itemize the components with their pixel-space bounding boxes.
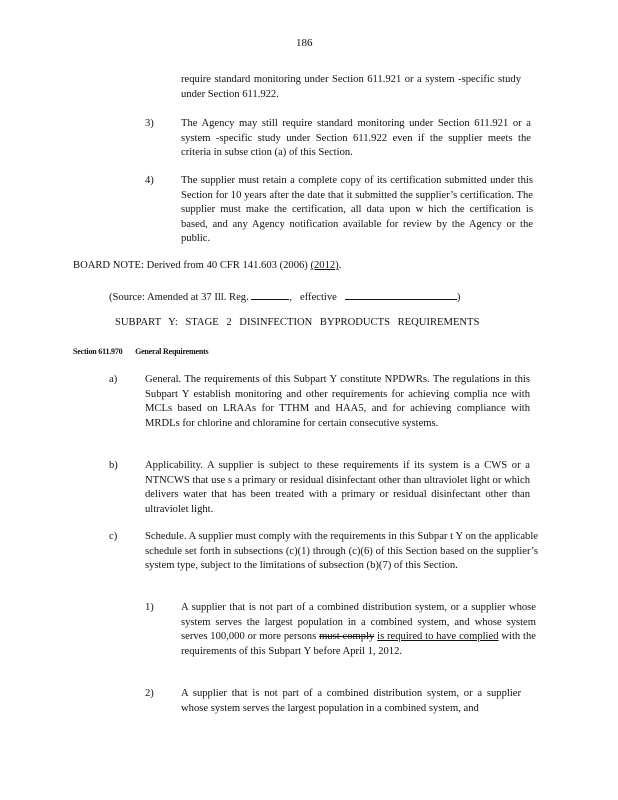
item-c-label: c) (109, 531, 118, 542)
source-effective: effective (300, 292, 337, 303)
item-4-text: The supplier must retain a complete copy of its certification submitted under this Section for 10 years after the date that it submitted the supplier’s certification. The supplier must make the certification, all data upon w hich the certification is based, and any Agency notification available for review by the Agency or the public. (181, 175, 533, 245)
continued-paragraph: require standard monitoring under Section 611.921 or a system -specific study under Section 611.922. (181, 74, 521, 100)
register-page-blank (251, 288, 289, 300)
section-heading (73, 345, 208, 360)
item-c2-text: A supplier that is not part of a combined distribution system, or a supplier whose system serves the largest population in a combined system, and (181, 688, 521, 714)
source-close: ) (456, 292, 461, 303)
board-note-added-year: (2012) (310, 260, 339, 271)
item-c2-number: 2) (145, 688, 154, 699)
item-3-number: 3) (145, 118, 154, 129)
item-a-text: General. The requirements of this Subpart Y constitute NPDWRs. The regulations in this Subpart Y establish monitoring and other requirements for achieving complia nce with MCLs based on LRAAs for TTHM and HAA5, and for achieving compliance with MRDLs for chlorine and chloramine for certain consecutive systems. (145, 374, 530, 429)
source-note (109, 288, 460, 306)
item-b-text: Applicability. A supplier is subject to these requirements if its system is a CWS or a NTNCWS that use s a primary or residual disinfectant other than ultraviolet light or which delivers water that has been treated with a primary or residual disinfectant other than ultraviolet light. (145, 460, 530, 515)
item-3-text: The Agency may still require standard monitoring under Section 611.921 or a system -specific study under Section 611.922 even if the supplier meets the criteria in subse ction (a) of this Section. (181, 118, 531, 159)
item-b-label: b) (109, 460, 118, 471)
board-note (73, 259, 341, 274)
section-title: General Requirements (135, 347, 209, 356)
subpart-title: SUBPART Y: STAGE 2 DISINFECTION BYPRODUCTS REQUIREMENTS (115, 317, 480, 328)
board-note-period: . (338, 260, 342, 271)
section-number: Section 611.970 (73, 347, 123, 356)
item-c1-text-a: A supplier that is not part of a combined distribution system, or a supplier whose system serves the largest population in a combined system, and whose system serves 100,000 or more persons (181, 602, 536, 643)
source-text: (Source: Amended at 37 Ill. Reg. (109, 292, 249, 303)
item-c-text: Schedule. A supplier must comply with the requirements in this Subpar t Y on the applicable schedule set forth in subsections (c)(1) through (c)(6) of this Section based on the supplier’s system type, subject to the limitations of subsection (b)(7) of this Section. (145, 531, 538, 572)
item-c1-text-b: with the requirements of this Subpart Y before April 1, 2012. (181, 631, 536, 657)
item-c1-number: 1) (145, 602, 154, 613)
effective-date-blank (345, 288, 457, 300)
page-number: 186 (296, 37, 313, 49)
added-text: is required to have complied (377, 631, 499, 643)
item-a-label: a) (109, 374, 118, 385)
board-note-text: BOARD NOTE: Derived from 40 CFR 141.603 (2006) (73, 260, 308, 271)
item-c1-text (181, 601, 536, 659)
source-comma: , (289, 292, 293, 303)
item-4-number: 4) (145, 175, 154, 186)
deleted-text: must comply (319, 631, 375, 643)
